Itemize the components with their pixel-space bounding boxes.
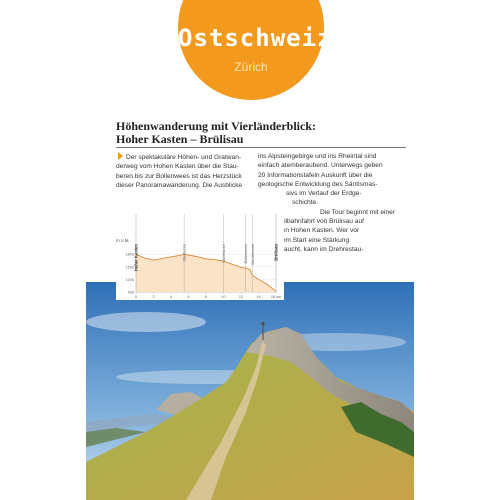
x-tick-label: 8 <box>204 295 208 299</box>
start-label: Hoher Kasten <box>133 244 139 272</box>
x-tick-label: 14 <box>256 295 261 299</box>
text-line: sivs im Verlauf der Erdge- <box>286 190 362 198</box>
text-line: dieser Panoramawanderung. Die Ausblicke <box>116 181 243 189</box>
y-tick-label: 1500 <box>125 265 134 270</box>
x-tick-label: 0 <box>134 295 138 299</box>
title-line-2: Hoher Kasten – Brülisau <box>116 132 244 146</box>
text-column-left <box>116 152 254 190</box>
text-line: beren bis zur Bollenwees ist das Herzstück <box>116 172 242 180</box>
text-line: den Hohen Kasten. Wer vor <box>278 227 360 235</box>
x-tick-label: 16 km <box>270 295 282 299</box>
x-tick-label: 2 <box>152 295 155 299</box>
text-line: Die Tour beginnt mit einer <box>320 208 396 216</box>
title-divider <box>116 147 406 148</box>
text-line: 20 Informationstafeln Auskunft über die <box>258 171 373 179</box>
text-line: derweg vom Hohen Kasten über die Stau- <box>116 163 239 171</box>
brand-circle <box>178 0 333 100</box>
brand-name: Ostschweiz <box>178 24 333 52</box>
waypoint-label: Sämtisersee <box>250 244 255 266</box>
y-tick-label: 900 <box>127 290 134 295</box>
end-label: Brülisau <box>273 244 279 261</box>
waypoint-label: Stauberen <box>182 244 187 262</box>
text-line: ins Alpsteingebirge und ins Rheintal sind <box>258 153 377 160</box>
x-tick-label: 12 <box>238 295 244 299</box>
y-axis-unit: m ü.M. <box>116 238 130 243</box>
text-line: einfach atemberaubend. Unterwegs geben <box>258 162 383 170</box>
y-tick-label: 1800 <box>125 252 134 257</box>
article-title <box>116 120 406 146</box>
x-tick-label: 10 <box>221 295 226 299</box>
x-tick-label: 6 <box>187 295 190 299</box>
title-line-1: Höhenwanderung mit Vierländerblick: <box>116 119 317 133</box>
y-tick-label: 1200 <box>125 277 134 282</box>
x-tick-label: 4 <box>169 295 173 299</box>
mountain-ridge-photo <box>86 282 414 500</box>
text-line: dem Start eine Stärkung <box>278 236 350 244</box>
text-line: geologische Entwicklung des Säntismas- <box>258 180 378 188</box>
elevation-profile-chart <box>116 212 284 300</box>
brand-subtitle: Zürich <box>234 60 268 74</box>
play-arrow-icon <box>118 152 123 160</box>
waypoint-label: Saxerlücke <box>221 244 226 263</box>
text-line: schichte. <box>292 199 319 207</box>
text-line: braucht, kann im Drehrestau- <box>278 245 364 253</box>
waypoint-label: Bollenwees <box>243 244 248 264</box>
text-line: Der spektakuläre Höhen- und Gratwan- <box>116 152 254 162</box>
text-line: Seilbahnfahrt von Brülisau auf <box>276 218 364 226</box>
